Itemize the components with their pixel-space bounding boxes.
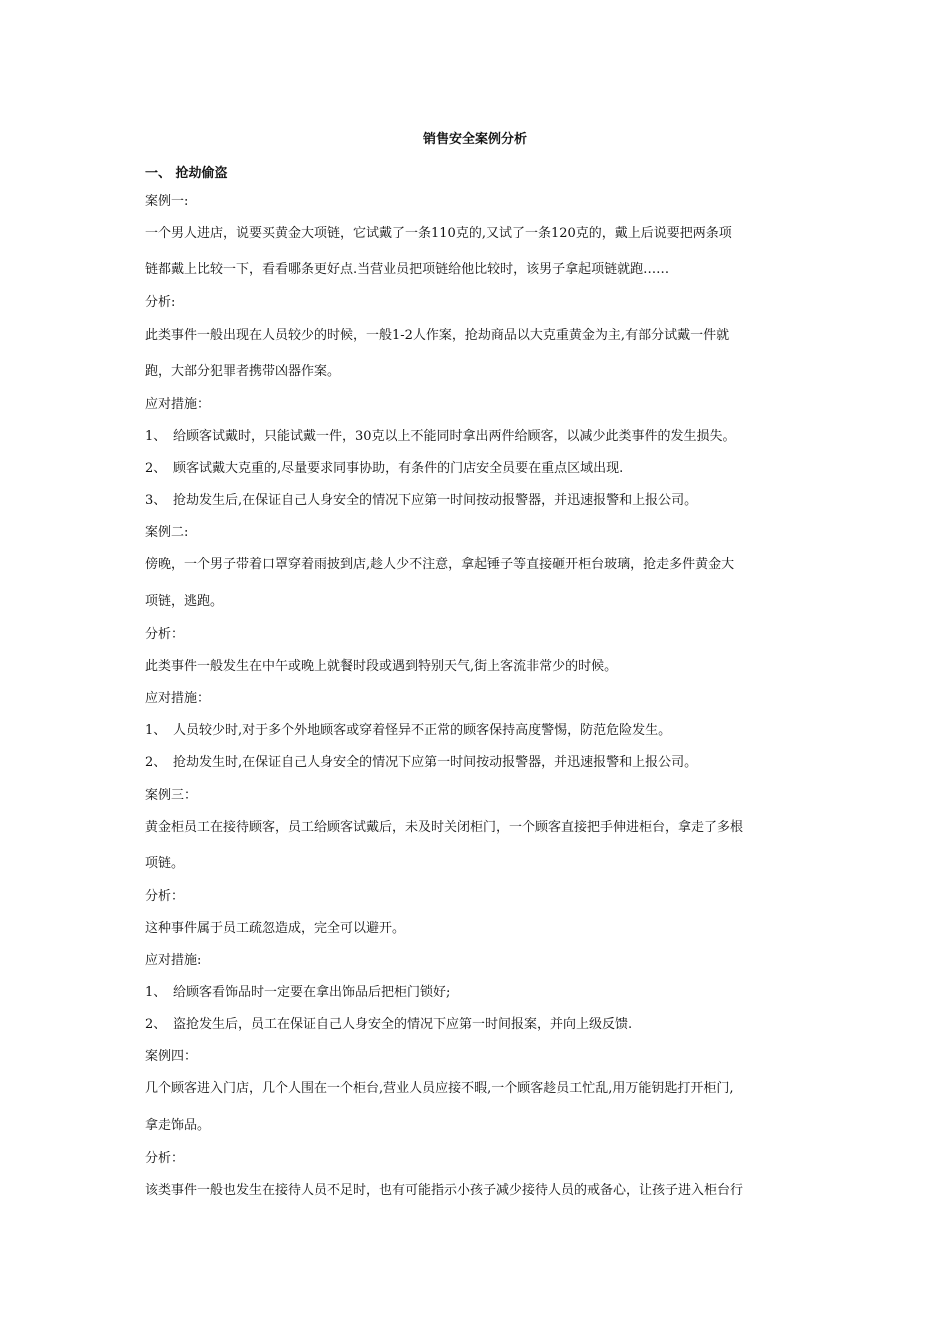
list-number: 1、	[145, 985, 167, 1000]
case2-text-line1: 傍晚，一个男子带着口罩穿着雨披到店,趁人少不注意，拿起锤子等直接砸开柜台玻璃，抢走多件黄金大	[145, 557, 735, 572]
case2-analysis-label: 分析：	[145, 627, 185, 642]
list-text: 抢劫发生后,在保证自己人身安全的情况下应第一时间按动报警器，并迅速报警和上报公司。	[173, 493, 698, 508]
case2-measure-item	[145, 723, 825, 739]
case1-measure-item	[145, 429, 825, 445]
list-number: 1、	[145, 723, 167, 738]
case1-text-line2: 链都戴上比较一下，看看哪条更好点.当营业员把项链给他比较时，该男子拿起项链就跑……	[145, 262, 670, 277]
case3-analysis-label: 分析：	[145, 889, 185, 904]
case2-measures-label: 应对措施：	[145, 691, 211, 706]
case2-label: 案例二:	[145, 525, 189, 540]
case4-text-line2: 拿走饰品。	[145, 1118, 211, 1133]
case3-analysis-line1: 这种事件属于员工疏忽造成，完全可以避开。	[145, 921, 406, 936]
list-text: 顾客试戴大克重的,尽量要求同事协助，有条件的门店安全员要在重点区域出现.	[173, 461, 624, 476]
list-number: 2、	[145, 461, 167, 476]
list-text: 盗抢发生后，员工在保证自己人身安全的情况下应第一时间报案，并向上级反馈.	[173, 1017, 633, 1032]
case1-measure-item	[145, 461, 825, 477]
case4-analysis-line1: 该类事件一般也发生在接待人员不足时，也有可能指示小孩子减少接待人员的戒备心，让孩子进入柜台行	[145, 1183, 744, 1198]
list-text: 给顾客试戴时，只能试戴一件，30克以上不能同时拿出两件给顾客，以减少此类事件的发生损失。	[173, 429, 736, 444]
list-text: 人员较少时,对于多个外地顾客或穿着怪异不正常的顾客保持高度警惕，防范危险发生。	[173, 723, 672, 738]
case1-analysis-line1: 此类事件一般出现在人员较少的时候，一般1-2人作案，抢劫商品以大克重黄金为主,有部分试戴一件就	[145, 328, 730, 343]
list-number: 1、	[145, 429, 167, 444]
section-heading: 一、 抢劫偷盗	[145, 166, 228, 181]
list-number: 2、	[145, 1017, 167, 1032]
case1-analysis-line2: 跑，大部分犯罪者携带凶器作案。	[145, 364, 341, 379]
case3-label: 案例三：	[145, 788, 198, 803]
case4-label: 案例四：	[145, 1049, 198, 1064]
page-title: 销售安全案例分析	[422, 132, 527, 147]
case2-measure-item	[145, 755, 825, 771]
case1-analysis-label: 分析:	[145, 295, 176, 310]
case2-text-line2: 项链，逃跑。	[145, 594, 224, 609]
case1-text-line1: 一个男人进店，说要买黄金大项链，它试戴了一条110克的,又试了一条120克的，戴上后说要把两条项	[145, 226, 732, 241]
case3-text-line1: 黄金柜员工在接待顾客，员工给顾客试戴后，未及时关闭柜门，一个顾客直接把手伸进柜台，拿走了多根	[145, 820, 744, 835]
case3-measures-label: 应对措施:	[145, 953, 202, 968]
case1-measure-item	[145, 493, 825, 509]
case3-measure-item	[145, 1017, 825, 1033]
case1-measures-label: 应对措施：	[145, 397, 211, 412]
case4-text-line1: 几个顾客进入门店，几个人围在一个柜台,营业人员应接不暇,一个顾客趁员工忙乱,用万能钥匙打开柜门,	[145, 1081, 734, 1096]
list-text: 给顾客看饰品时一定要在拿出饰品后把柜门锁好;	[173, 985, 451, 1000]
case4-analysis-label: 分析：	[145, 1151, 185, 1166]
list-text: 抢劫发生时,在保证自己人身安全的情况下应第一时间按动报警器，并迅速报警和上报公司。	[173, 755, 698, 770]
case1-label: 案例一:	[145, 194, 189, 209]
list-number: 2、	[145, 755, 167, 770]
case3-text-line2: 项链。	[145, 856, 185, 871]
list-number: 3、	[145, 493, 167, 508]
case2-analysis-line1: 此类事件一般发生在中午或晚上就餐时段或遇到特别天气,街上客流非常少的时候。	[145, 659, 618, 674]
case3-measure-item	[145, 985, 825, 1001]
